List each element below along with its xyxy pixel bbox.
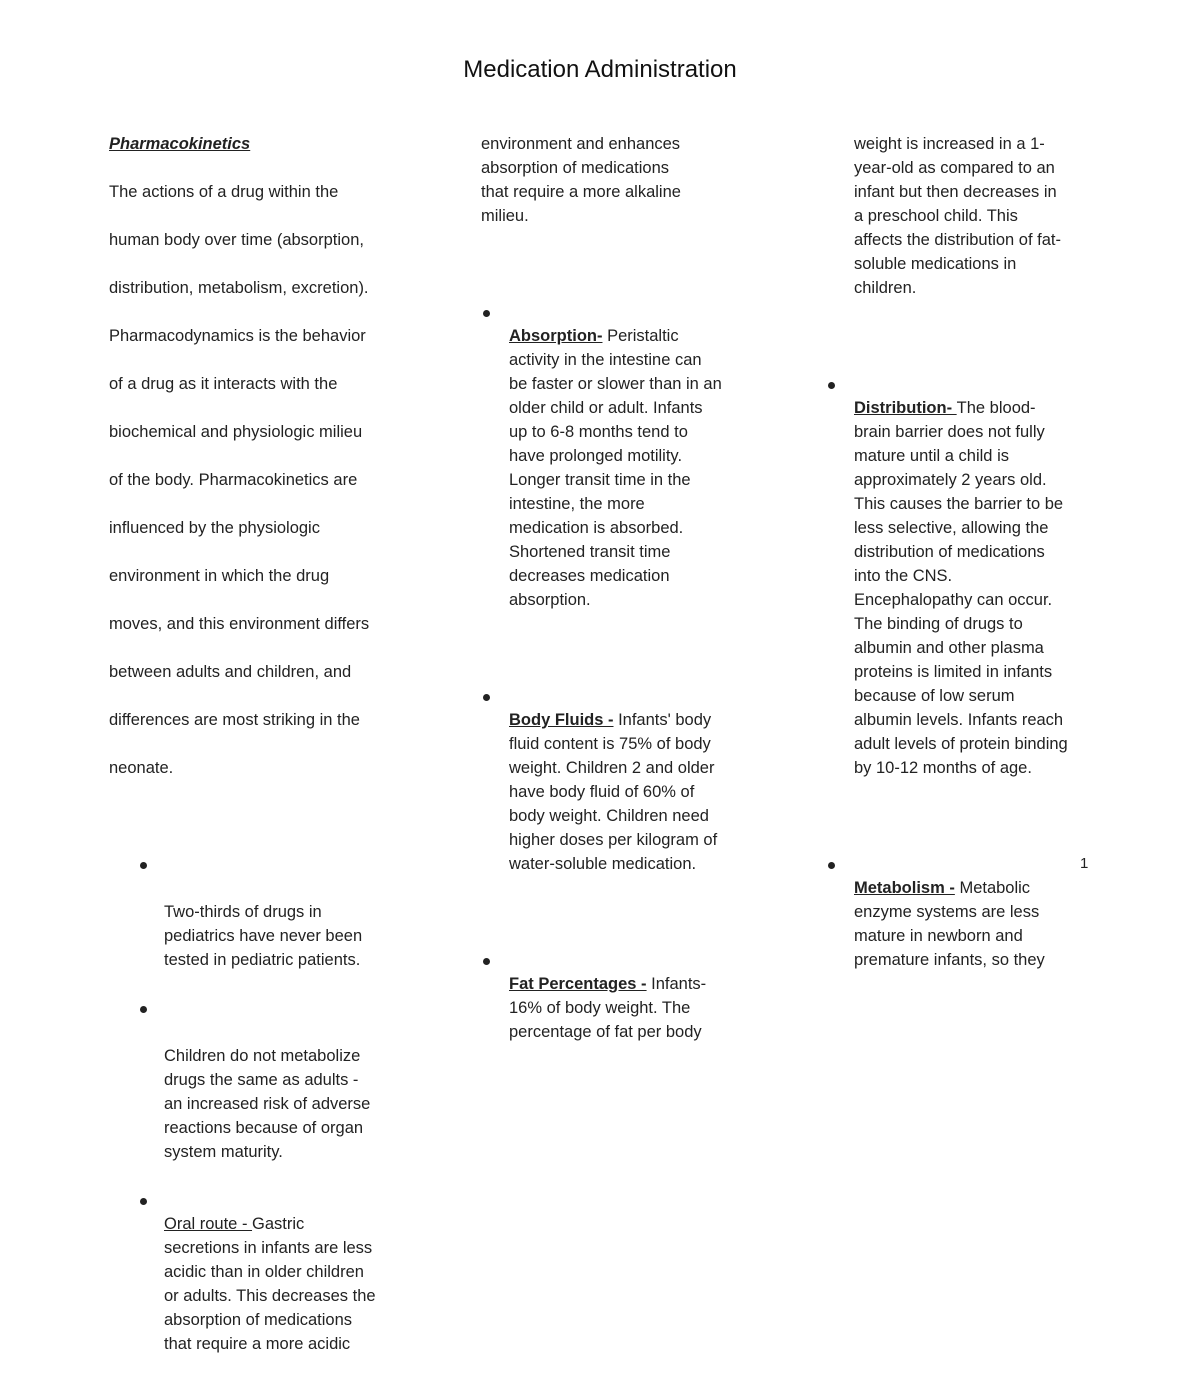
spacer <box>826 804 1106 828</box>
spacer <box>109 804 409 828</box>
column-2 <box>481 108 761 1068</box>
continued-paragraph: environment and enhances absorption of medications that require a more alkaline milieu. <box>481 135 681 225</box>
spacer <box>481 636 761 660</box>
bullet-item-body-fluids <box>481 684 761 876</box>
bullet-text: Metabolic enzyme systems are less mature in newborn and premature infants, so they <box>854 879 1045 969</box>
bullet-item-absorption <box>481 300 761 612</box>
bullet-icon <box>140 1006 147 1013</box>
bullet-item-metabolism <box>826 852 1106 972</box>
bullet-text: Infants- 16% of body weight. The percentage of fat per body <box>509 975 707 1041</box>
bullet-term-oral-route: Oral route - <box>164 1215 253 1233</box>
bullet-item-metabolism-difference <box>109 996 409 1164</box>
bullet-item-distribution <box>826 372 1106 780</box>
intro-line: The actions of a drug within the <box>109 183 339 201</box>
intro-line: of a drug as it interacts with the <box>109 375 338 393</box>
column-3 <box>826 108 1106 996</box>
bullet-icon <box>140 1198 147 1205</box>
intro-line: distribution, metabolism, excretion). <box>109 279 369 297</box>
bullet-icon <box>483 310 490 317</box>
bullet-term-absorption: Absorption- <box>509 327 603 345</box>
bullet-item-fat-percentages <box>481 948 761 1044</box>
bullet-text: The blood- brain barrier does not fully mature until a child is approximately 2 years old. This causes the barrier to be less selective, allowing the distribution of medications into the CNS. Encephalopathy can occur. The binding of drugs to albumin and other plasma proteins is limited in infants because of low serum albumin levels. Infants reach adult levels of protein binding by 10-12 months of age. <box>854 399 1068 777</box>
document-title: Medication Administration <box>463 56 737 83</box>
intro-line: neonate. <box>109 759 174 777</box>
intro-line: between adults and children, and <box>109 663 352 681</box>
bullet-icon <box>828 862 835 869</box>
bullet-icon <box>140 862 147 869</box>
continued-paragraph: weight is increased in a 1- year-old as compared to an infant but then decreases in a preschool child. This affects the distribution of fat- soluble medications in children. <box>854 135 1061 297</box>
intro-line: Pharmacodynamics is the behavior <box>109 327 366 345</box>
intro-line: differences are most striking in the <box>109 711 360 729</box>
page-number: 1 <box>1080 855 1089 872</box>
spacer <box>826 324 1106 348</box>
bullet-term-fat-percentages: Fat Percentages - <box>509 975 647 993</box>
intro-line: influenced by the physiologic <box>109 519 320 537</box>
bullet-text: Two-thirds of drugs in pediatrics have never been tested in pediatric patients. <box>164 903 363 969</box>
bullet-text: Gastric secretions in infants are less acidic than in older children or adults. This decreases the absorption of medications that require a more acidic <box>164 1215 376 1353</box>
bullet-icon <box>828 382 835 389</box>
intro-line: of the body. Pharmacokinetics are <box>109 471 358 489</box>
bullet-text: Children do not metabolize drugs the same as adults - an increased risk of adverse reactions because of organ system maturity. <box>164 1047 371 1161</box>
bullet-term-body-fluids: Body Fluids - <box>509 711 614 729</box>
bullet-term-metabolism: Metabolism - <box>854 879 955 897</box>
column-1 <box>109 108 409 1380</box>
intro-line: moves, and this environment differs <box>109 615 370 633</box>
intro-line: biochemical and physiologic milieu <box>109 423 363 441</box>
bullet-text: Peristaltic activity in the intestine can be faster or slower than in an older child or adult. Infants up to 6-8 months tend to have prolonged motility. Longer transit time in the intestine, the more medication is absorbed. Shortened transit time decreases medication absorption. <box>509 327 722 609</box>
intro-line: environment in which the drug <box>109 567 330 585</box>
spacer <box>481 900 761 924</box>
bullet-term-distribution: Distribution- <box>854 399 957 417</box>
bullet-icon <box>483 958 490 965</box>
section-heading-pharmacokinetics: Pharmacokinetics <box>109 135 251 153</box>
bullet-item-oral-route <box>109 1188 409 1356</box>
intro-line: human body over time (absorption, <box>109 231 364 249</box>
bullet-text: Infants' body fluid content is 75% of body weight. Children 2 and older have body fluid of 60% of body weight. Children need higher doses per kilogram of water-soluble medication. <box>509 711 718 873</box>
bullet-item-untested-drugs <box>109 852 409 972</box>
spacer <box>481 252 761 276</box>
bullet-icon <box>483 694 490 701</box>
